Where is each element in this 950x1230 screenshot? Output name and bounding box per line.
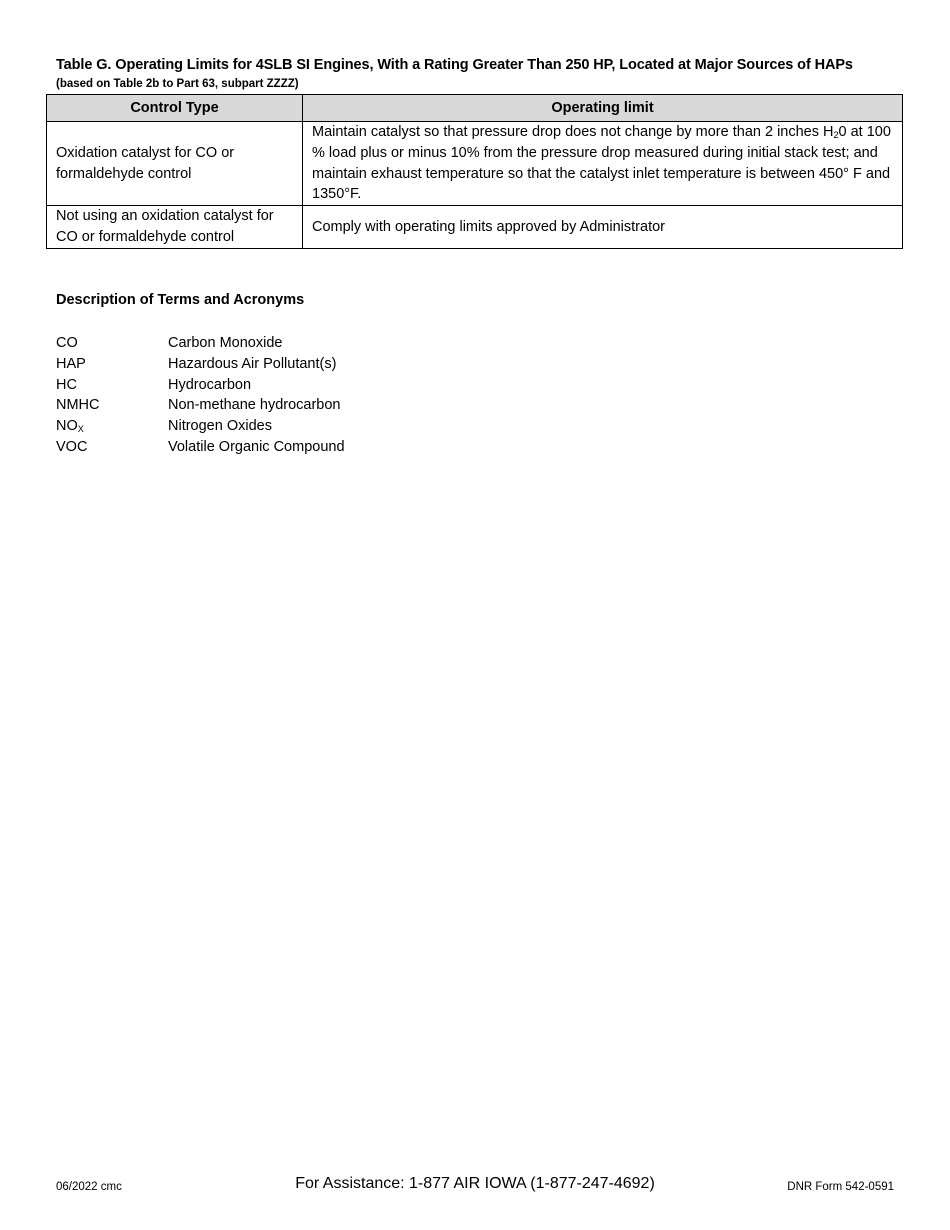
terms-list <box>56 333 345 458</box>
control-type-cell: Not using an oxidation catalyst for CO or formaldehyde control <box>47 206 303 249</box>
operating-limits-table <box>46 94 903 249</box>
term-definition: Volatile Organic Compound <box>168 438 345 455</box>
term-definition: Hazardous Air Pollutant(s) <box>168 355 337 372</box>
term-definition: Hydrocarbon <box>168 376 252 393</box>
footer-assistance: For Assistance: 1-877 AIR IOWA (1-877-247-4692) <box>295 1175 655 1192</box>
term-definition: Carbon Monoxide <box>168 335 283 351</box>
table-title: Table G. Operating Limits for 4SLB SI Engines, With a Rating Greater Than 250 HP, Located at Major Sources of HAPs <box>56 57 853 73</box>
term-definition: Non-methane hydrocarbon <box>168 397 341 414</box>
term-abbr: VOC <box>56 438 88 455</box>
table-header-row <box>47 95 903 122</box>
term-abbr: NMHC <box>56 397 100 414</box>
term-item <box>56 354 345 375</box>
limit-text-end: 0 at 100 % load plus or minus 10% from the pressure drop measured during initial stack test; and maintain exhaust temperature so that the catalyst inlet temperature is between 450° F and 1350°F. <box>312 124 891 203</box>
limit-subscript: 2 <box>833 130 839 140</box>
control-type-cell: Oxidation catalyst for CO or formaldehyde control <box>47 122 303 206</box>
term-abbr: HAP <box>56 355 86 372</box>
term-item <box>56 395 345 416</box>
operating-limit-cell <box>303 122 903 206</box>
term-abbr: $NO_X$ <box>56 418 84 435</box>
table-subtitle: (based on Table 2b to Part 63, subpart ZZZZ) <box>56 78 299 90</box>
terms-heading: Description of Terms and Acronyms <box>56 292 305 308</box>
term-abbr: HC <box>56 376 77 393</box>
table-row <box>47 206 903 249</box>
term-item <box>56 333 345 354</box>
term-definition: Nitrogen Oxides <box>168 418 272 435</box>
limit-text-start: Maintain catalyst so that pressure drop does not change by more than 2 inches H <box>312 124 834 140</box>
header-control-type: Control Type <box>47 95 303 122</box>
operating-limit-cell: Comply with operating limits approved by Administrator <box>303 206 903 249</box>
term-item <box>56 416 345 437</box>
term-item <box>56 437 345 458</box>
footer-form-number: DNR Form 542-0591 <box>787 1181 894 1193</box>
header-operating-limit: Operating limit <box>303 95 903 122</box>
term-abbr: CO <box>56 335 78 351</box>
term-item <box>56 375 345 396</box>
table-row <box>47 122 903 206</box>
footer-revision: 06/2022 cmc <box>56 1181 122 1193</box>
